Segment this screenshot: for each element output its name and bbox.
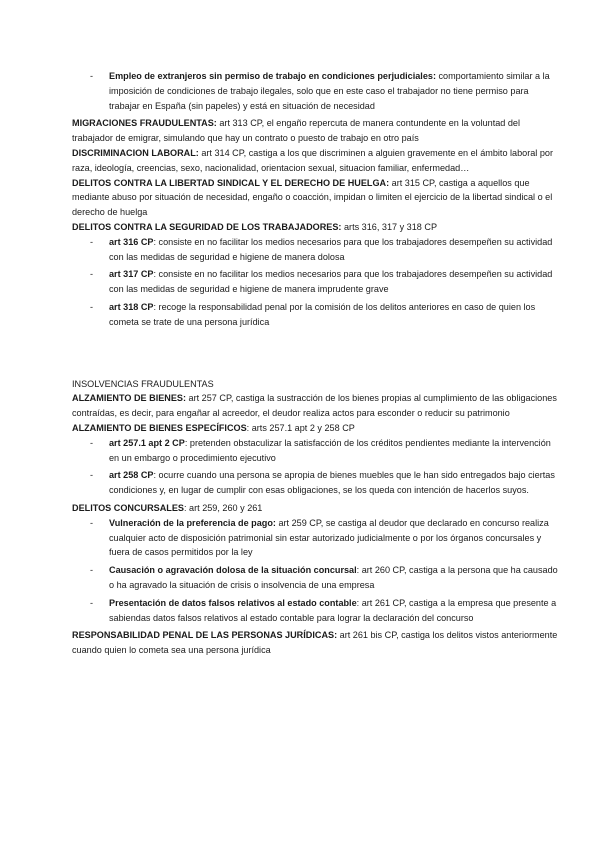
bullet-dash: - — [90, 565, 94, 576]
bullet-dash: - — [90, 269, 94, 280]
body-text: : arts 257.1 apt 2 y 258 CP — [246, 422, 355, 433]
bold-term: Empleo de extranjeros sin permiso de trabajo en condiciones perjudiciales: — [109, 71, 436, 81]
bullet-item — [72, 300, 560, 330]
section-gap — [72, 333, 560, 377]
body-text: : art 259, 260 y 261 — [184, 502, 263, 513]
paragraph — [72, 421, 560, 436]
bold-term: art 318 CP — [109, 301, 154, 312]
bullet-dash: - — [90, 236, 94, 247]
paragraph — [72, 220, 560, 235]
bullet-item — [72, 468, 560, 498]
body-text: art 261 bis CP, castiga los delitos vistos anteriormente cuando quien lo cometa sea una persona jurídica — [72, 630, 558, 656]
bold-term: Presentación de datos falsos relativos al estado contable — [109, 597, 357, 608]
bold-term: MIGRACIONES FRAUDULENTAS: — [72, 118, 217, 129]
paragraph — [72, 176, 560, 220]
bullet-item — [72, 436, 560, 466]
body-text: arts 316, 317 y 318 CP — [341, 221, 438, 232]
paragraph — [72, 391, 560, 421]
body-text: INSOLVENCIAS FRAUDULENTAS — [72, 378, 214, 389]
bullet-item — [72, 516, 560, 560]
bold-term: DELITOS CONTRA LA LIBERTAD SINDICAL Y EL DERECHO DE HUELGA: — [72, 177, 390, 188]
bullet-item — [72, 69, 560, 113]
bold-term: ALZAMIENTO DE BIENES ESPECÍFICOS — [72, 422, 247, 433]
bullet-dash: - — [90, 71, 94, 81]
bold-term: art 258 CP — [109, 470, 154, 481]
bold-term: art 316 CP — [109, 236, 154, 247]
bullet-item — [72, 596, 560, 626]
bold-term: DELITOS CONCURSALES — [72, 502, 184, 513]
body-text: art 315 CP, castiga a aquellos que mediante abuso por situación de necesidad, engaño o coacción, impidan o limiten el ejercicio de la libertad sindical o el derecho de huelga — [72, 177, 553, 218]
body-text: : art 260 CP, castiga a la persona que ha causado o ha agravado la situación de crisis o insolvencia de una empresa — [109, 565, 558, 590]
bold-term: DELITOS CONTRA LA SEGURIDAD DE LOS TRABAJADORES: — [72, 221, 342, 232]
body-text: art 257 CP, castiga la sustracción de los bienes propias al cumplimiento de las obligaciones contraídas, es decir, para engañar al acreedor, el deudor realiza actos para esconder o reducir su patrimonio — [72, 393, 557, 419]
body-text: : art 261 CP, castiga a la empresa que presente a sabiendas datos falsos relativos al estado contable para lograr la declaración del concurso — [109, 597, 557, 623]
body-text: comportamiento similar a la imposición de condiciones de trabajo ilegales, solo que en este caso el trabajador no tiene permiso para trabajar en España (sin papeles) y está en situación de necesidad — [109, 71, 550, 111]
paragraph — [72, 146, 560, 176]
body-text: : ocurre cuando una persona se apropia de bienes muebles que le han sido entregados bajo ciertas condiciones y, en lugar de cumplir con esas obligaciones, se los queda con intención de hacerlos suyos. — [109, 470, 555, 496]
bullet-item — [72, 267, 560, 297]
bullet-dash: - — [90, 437, 94, 448]
bold-term: art 257.1 apt 2 CP — [109, 437, 185, 448]
body-text: : recoge la responsabilidad penal por la comisión de los delitos anteriores en caso de quien los cometa se trate de una persona jurídica — [109, 301, 536, 327]
bullet-dash: - — [90, 301, 94, 312]
bold-term: Vulneración de la preferencia de pago: — [109, 517, 276, 528]
body-text: art 313 CP, el engaño repercuta de manera contundente en la voluntad del trabajador de emigrar, simulando que hay un contrato o puesto de trabajo en otro país — [72, 118, 521, 144]
bullet-dash: - — [90, 470, 94, 481]
body-text: : consiste en no facilitar los medios necesarios para que los trabajadores desempeñen su actividad con las medidas de seguridad e higiene de manera imprudente grave — [109, 269, 553, 295]
bold-term: RESPONSABILIDAD PENAL DE LAS PERSONAS JURÍDICAS: — [72, 630, 338, 641]
bullet-dash: - — [90, 597, 94, 608]
paragraph — [72, 377, 560, 392]
body-text: : pretenden obstaculizar la satisfacción de los créditos pendientes mediante la intervención en un embargo o procedimiento ejecutivo — [109, 437, 551, 463]
bullet-item — [72, 563, 560, 593]
bold-term: DISCRIMINACION LABORAL: — [72, 147, 199, 158]
body-text: art 314 CP, castiga a los que discriminen a alguien gravemente en el ámbito laboral por raza, ideología, creencias, sexo, nacionalidad, orientacion sexual, situacion familiar, enfermedad… — [72, 147, 554, 173]
body-text: : consiste en no facilitar los medios necesarios para que los trabajadores desempeñen su actividad con las medidas de seguridad e higiene de manera dolosa — [109, 236, 553, 262]
bullet-dash: - — [90, 517, 94, 528]
paragraph — [72, 116, 560, 146]
bold-term: ALZAMIENTO DE BIENES: — [72, 393, 187, 404]
body-text: art 259 CP, se castiga al deudor que declarado en concurso realiza cualquier acto de disposición patrimonial sin estar autorizado judicialmente o por los órganos concursales y fuera de casos permitidos por la ley — [109, 517, 549, 558]
paragraph — [72, 501, 560, 516]
paragraph — [72, 628, 560, 658]
bold-term: Causación o agravación dolosa de la situación concursal — [109, 565, 357, 576]
bullet-item — [72, 235, 560, 265]
bold-term: art 317 CP — [109, 269, 154, 280]
